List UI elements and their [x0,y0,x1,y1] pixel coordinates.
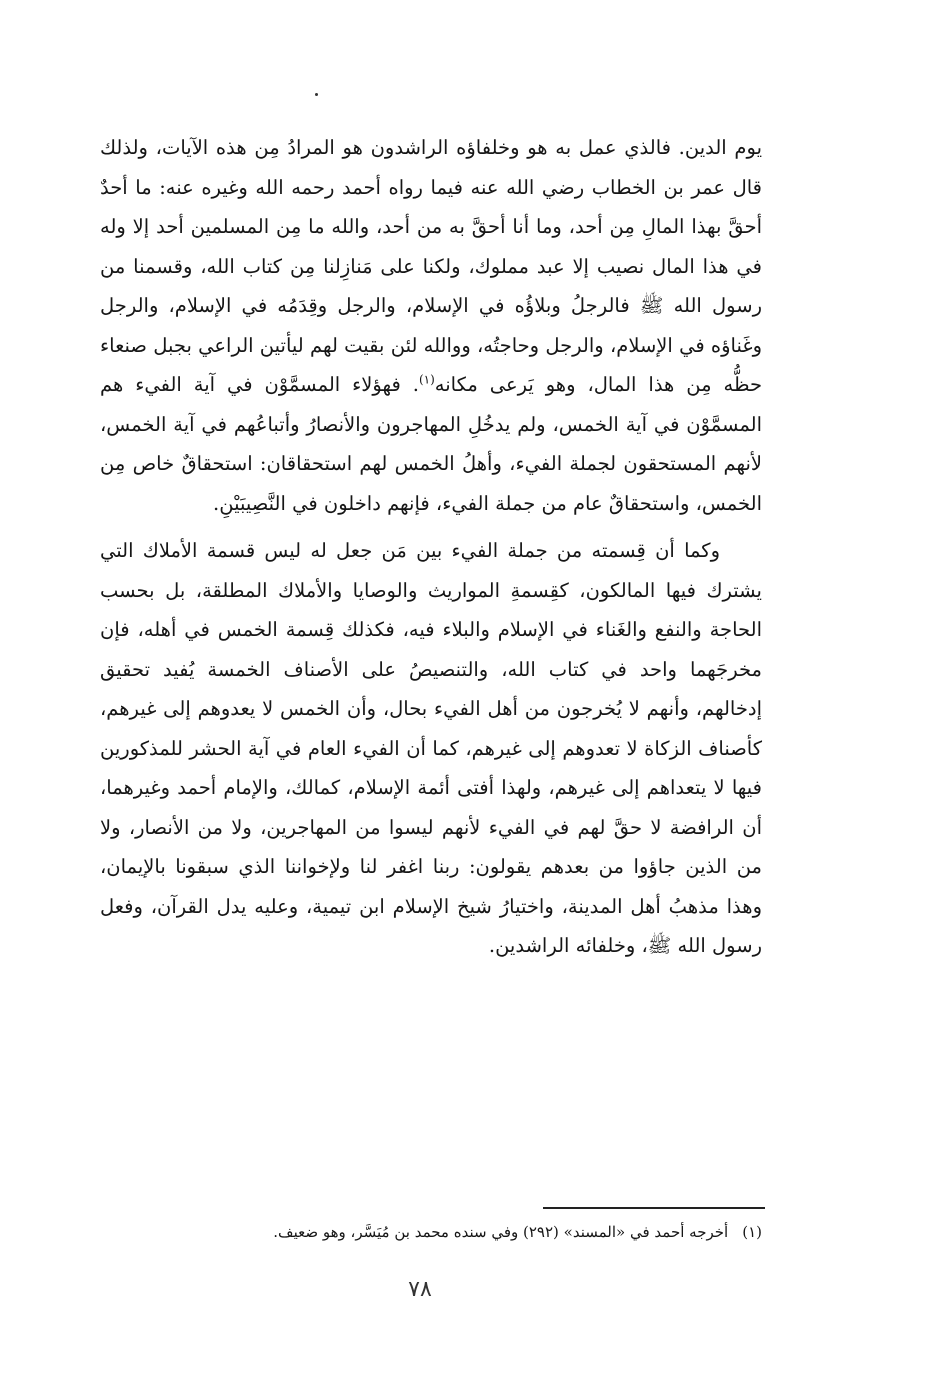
paragraph-1-text-start: يوم الدين. فالذي عمل به هو وخلفاؤه الراشدون هو المرادُ مِن هذه الآيات، ولذلك قال عمر بن الخطاب رضي الله عنه فيما رواه أحمد رحمه الله وغيره عنه: ما أحدٌ أحقَّ بهذا المالِ مِن أحد، وما أنا أحقَّ به من أحد، والله ما مِن المسلمين أحد إلا وله في هذا المال نصيب إلا عبد مملوك، ولكنا على مَنازِلنا مِن كتاب الله، وقسمنا من رسول الله ﷺ فالرجلُ وبلاؤُه في الإسلام، والرجل وقِدَمُه في الإسلام، والرجل وغَناؤه في الإسلام، والرجل وحاجتُه، ووالله لئن بقيت لهم ليأتين الراعي بجبل صنعاء حظُّه مِن هذا المال، وهو يَرعى مكانه [100,136,762,396]
paragraph-1 [100,128,762,523]
footnote-text: أخرجه أحمد في «المسند» (٢٩٢) وفي سنده محمد بن مُيَسَّر، وهو ضعيف. [273,1223,729,1241]
footnote-divider [543,1207,765,1209]
print-speck [315,93,318,96]
paragraph-1-text-end: . فهؤلاء المسمَّوْن في آية الفيء هم المسمَّوْن في آية الخمس، ولم يدخُلِ المهاجرون والأنصارُ وأتباعُهم في آية الخمس، لأنهم المستحقون لجملة الفيء، وأهلُ الخمس لهم استحقاقان: استحقاقٌ خاص مِن الخمس، واستحقاقٌ عام من جملة الفيء، فإنهم داخلون في النَّصِيبَيْنِ. [100,373,762,515]
footnote-marker: (١) [742,1223,762,1241]
page-number: ٧٨ [408,1277,432,1302]
main-text [100,128,762,966]
footnote-reference: (١) [418,372,435,387]
footnote [120,1218,762,1246]
paragraph-2: وكما أن قِسمته من جملة الفيء بين مَن جعل له ليس قسمة الأملاك التي يشترك فيها المالكون، كقِسمةِ المواريث والوصايا والأملاك المطلقة، بل بحسب الحاجة والنفع والغَناء في الإسلام والبلاء فيه، فكذلك قِسمة الخمس في أهله، فإن مخرجَهما واحد في كتاب الله، والتنصيصُ على الأصناف الخمسة يُفيد تحقيق إدخالهم، وأنهم لا يُخرجون من أهل الفيء بحال، وأن الخمس لا يعدوهم إلى غيرهم، كأصناف الزكاة لا تعدوهم إلى غيرهم، كما أن الفيء العام في آية الحشر للمذكورين فيها لا يتعداهم إلى غيرهم، ولهذا أفتى أئمة الإسلام، كمالك، والإمام أحمد وغيرهما، أن الرافضة لا حقَّ لهم في الفيء لأنهم ليسوا من المهاجرين، ولا من الأنصار، ولا من الذين جاؤوا من بعدهم يقولون: ربنا اغفر لنا ولإخواننا الذي سبقونا بالإيمان، وهذا مذهبُ أهل المدينة، واختيارُ شيخ الإسلام ابن تيمية، وعليه يدل القرآن، وفعل رسول الله ﷺ، وخلفائه الراشدين. [100,539,762,957]
